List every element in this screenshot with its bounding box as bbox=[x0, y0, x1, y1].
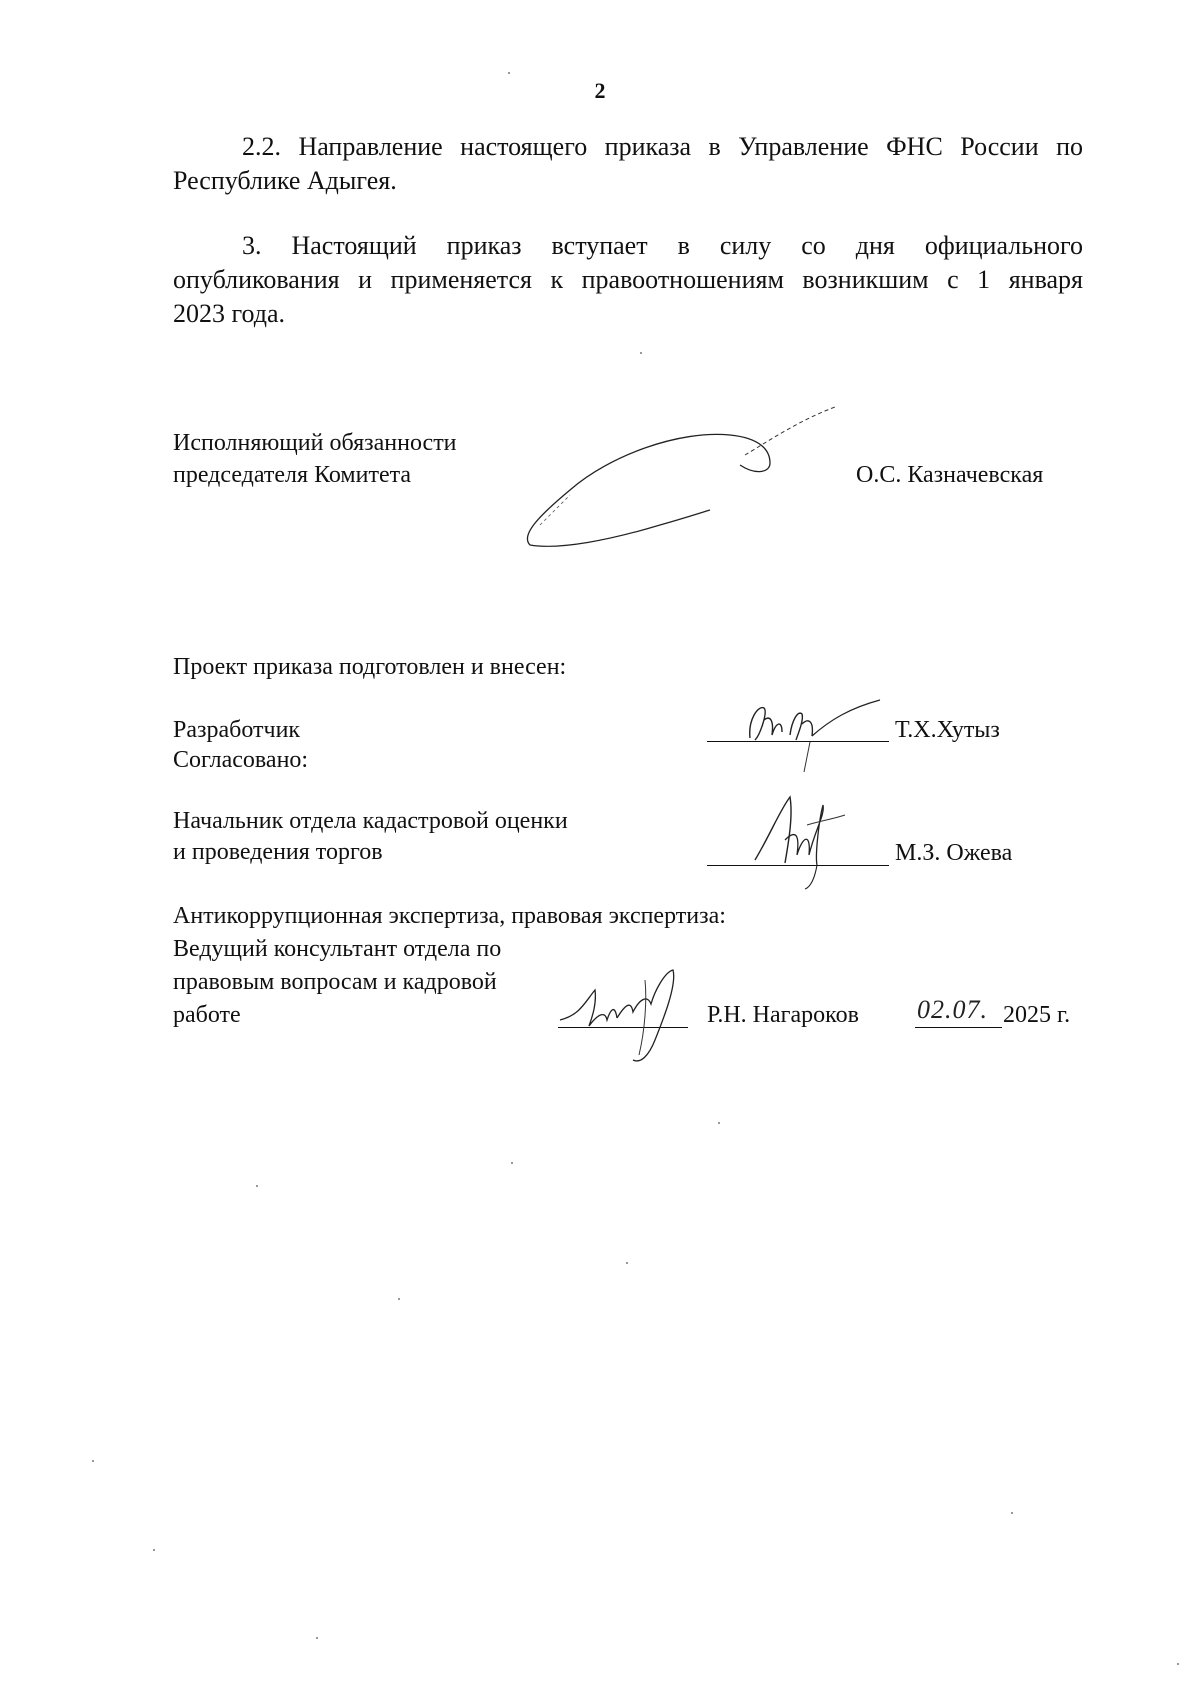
scan-speck bbox=[153, 1549, 155, 1551]
scan-speck bbox=[92, 1460, 94, 1462]
agreed-label: Согласовано: bbox=[173, 747, 309, 773]
developer-name: Т.Х.Хутыз bbox=[895, 717, 1000, 743]
consultant-title-line-2: правовым вопросам и кадровой bbox=[173, 969, 497, 995]
scan-speck bbox=[398, 1298, 400, 1300]
paragraph-3-line-1: 3. Настоящий приказ вступает в силу со дня официального bbox=[242, 231, 1083, 260]
head-name: М.З. Ожева bbox=[895, 840, 1013, 866]
date-line bbox=[915, 1027, 1002, 1028]
chairman-title-line-1: Исполняющий обязанности bbox=[173, 430, 457, 456]
chairman-name: О.С. Казначевская bbox=[856, 462, 1044, 488]
chairman-title-line-2: председателя Комитета bbox=[173, 462, 412, 488]
paragraph-2-2 bbox=[173, 130, 1083, 198]
scan-speck bbox=[256, 1185, 258, 1187]
head-title-line-2: и проведения торгов bbox=[173, 839, 383, 865]
head-signature bbox=[745, 785, 855, 895]
scan-speck bbox=[1177, 1663, 1179, 1665]
scan-speck bbox=[640, 352, 642, 354]
page-number: 2 bbox=[594, 78, 606, 103]
developer-label: Разработчик bbox=[173, 717, 301, 743]
scan-speck bbox=[316, 1637, 318, 1639]
paragraph-2-2-line-2: Республике Адыгея. bbox=[173, 166, 397, 195]
paragraph-3-line-3: 2023 года. bbox=[173, 299, 286, 328]
paragraph-3-line-2: опубликования и применяется к правоотношениям возникшим с 1 января bbox=[173, 265, 1083, 294]
scan-speck bbox=[1011, 1512, 1013, 1514]
consultant-title-line-3: работе bbox=[173, 1002, 241, 1028]
consultant-signature bbox=[555, 960, 715, 1070]
chairman-signature bbox=[500, 395, 860, 565]
date-year: 2025 г. bbox=[1003, 1002, 1071, 1028]
scan-speck bbox=[511, 1162, 513, 1164]
scan-speck bbox=[508, 72, 510, 74]
paragraph-3 bbox=[173, 229, 1083, 331]
paragraph-2-2-line-1: 2.2. Направление настоящего приказа в Управление ФНС России по bbox=[242, 132, 1083, 161]
date-handwritten: 02.07. bbox=[917, 995, 988, 1024]
consultant-name: Р.Н. Нагароков bbox=[707, 1002, 859, 1028]
head-title-line-1: Начальник отдела кадастровой оценки bbox=[173, 808, 568, 834]
consultant-title-line-1: Ведущий консультант отдела по bbox=[173, 936, 502, 962]
developer-signature bbox=[730, 690, 890, 780]
expertise-heading: Антикоррупционная экспертиза, правовая экспертиза: bbox=[173, 903, 726, 929]
scan-speck bbox=[626, 1262, 628, 1264]
scan-speck bbox=[718, 1122, 720, 1124]
project-heading: Проект приказа подготовлен и внесен: bbox=[173, 654, 567, 680]
